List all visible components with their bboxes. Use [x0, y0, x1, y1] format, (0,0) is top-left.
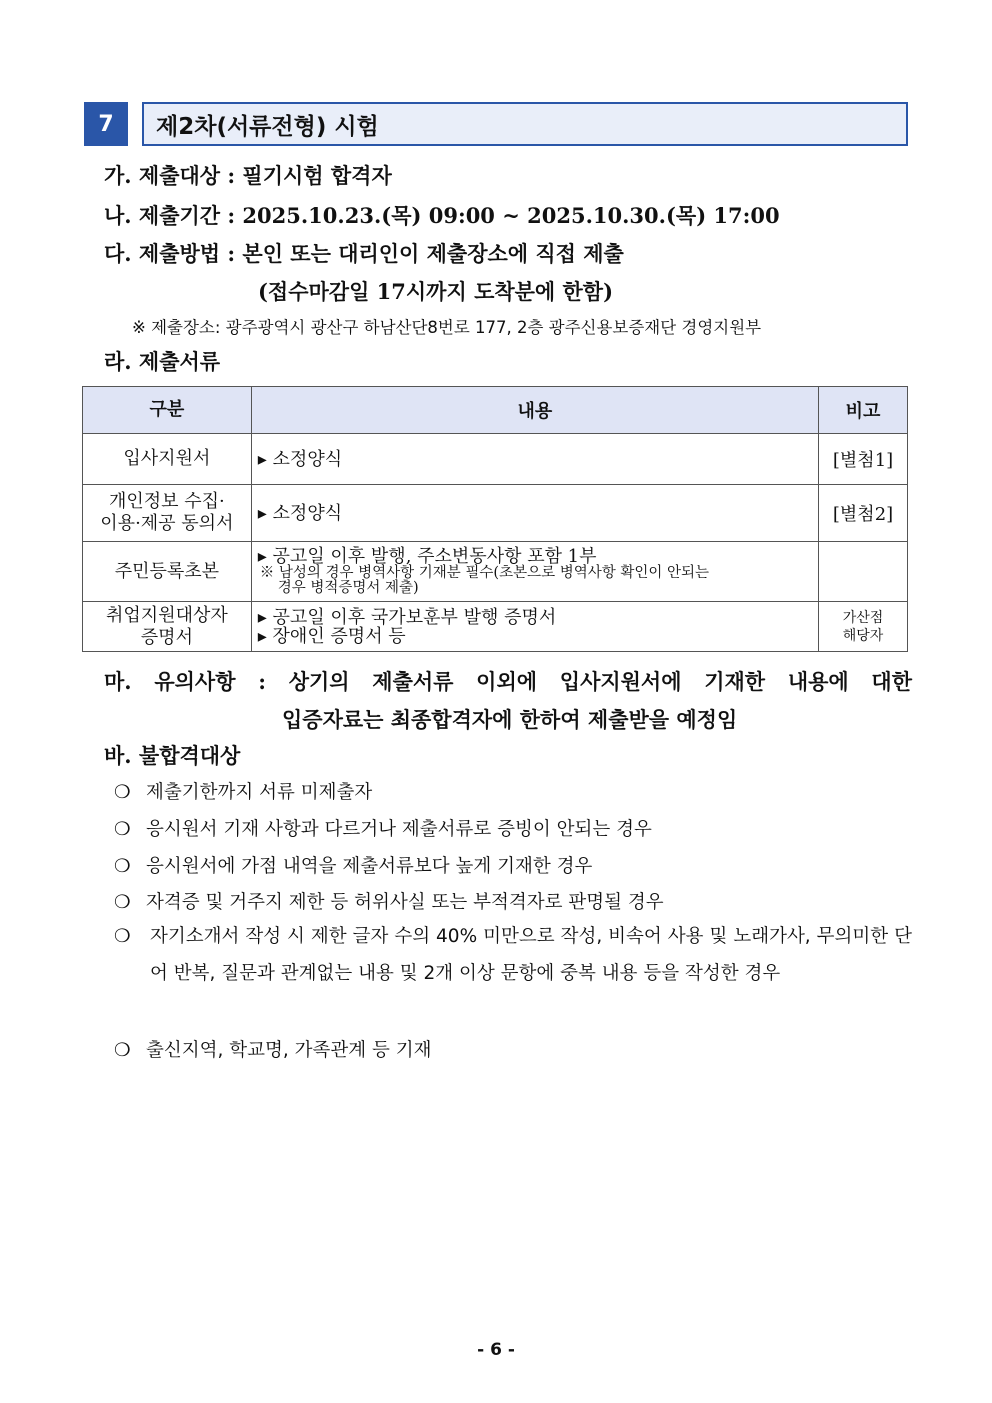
page-number: - 6 -: [477, 1340, 515, 1360]
header-content: 내용: [251, 387, 818, 434]
table-row: [83, 485, 908, 542]
item-submission-method: 다. 제출방법 : 본인 또는 대리인이 제출장소에 직접 제출: [104, 241, 624, 266]
list-item-text: 자격증 및 거주지 제한 등 허위사실 또는 부적격자로 판명될 경우: [146, 892, 664, 913]
list-item: [114, 918, 912, 992]
category-line: 증명서: [140, 626, 193, 648]
list-item: [114, 815, 652, 841]
row-category: 입사지원서: [83, 434, 252, 485]
category-line: 취업지원대상자: [106, 604, 228, 626]
header-category: 구분: [83, 387, 252, 434]
item-cautions: 마. 유의사항 : 상기의 제출서류 이외에 입사지원서에 기재한 내용에 대한: [104, 669, 912, 694]
content-subnote: ※ 남성의 경우 병역사항 기재분 필수(초본으로 병역사항 확인이 안되는: [259, 565, 710, 581]
row-content: [251, 542, 818, 602]
list-item: [114, 852, 592, 878]
content-line: ▸ 공고일 이후 발행, 주소변동사항 포함 1부: [257, 546, 597, 567]
item-submission-target: 가. 제출대상 : 필기시험 합격자: [104, 163, 392, 188]
submission-location-note: ※ 제출장소: 광주광역시 광산구 하남산단8번로 177, 2층 광주신용보증재단 경영지원부: [132, 318, 762, 337]
circle-bullet-icon: ❍: [114, 782, 131, 803]
row-category: [83, 485, 252, 542]
row-remark: [819, 542, 908, 602]
table-header-row: [83, 387, 908, 434]
remark-line: 해당자: [842, 627, 884, 644]
section-number: 7: [84, 102, 128, 146]
list-item: [114, 1036, 431, 1062]
circle-bullet-icon: ❍: [114, 1040, 131, 1061]
documents-table: [82, 386, 908, 652]
category-line: 개인정보 수집·: [109, 491, 225, 512]
circle-bullet-icon: ❍: [114, 892, 131, 913]
category-line: 이용·제공 동의서: [100, 513, 234, 534]
row-remark: [819, 602, 908, 652]
table-row: [83, 434, 908, 485]
list-item: [114, 888, 664, 914]
list-item-text: 출신지역, 학교명, 가족관계 등 기재: [146, 1040, 432, 1061]
item-cautions-sub: 입증자료는 최종합격자에 한하여 제출받을 예정임: [282, 707, 738, 732]
table-row: [83, 542, 908, 602]
list-item-text: 제출기한까지 서류 미제출자: [146, 782, 373, 803]
circle-bullet-icon: ❍: [114, 926, 131, 947]
content-line: ▸ 소정양식: [257, 448, 343, 470]
item-disqualification: 바. 불합격대상: [104, 743, 241, 768]
section-header: [84, 102, 908, 146]
row-remark: [별첨1]: [819, 434, 908, 485]
row-category: 주민등록초본: [83, 542, 252, 602]
item-submission-period: 나. 제출기간 : 2025.10.23.(목) 09:00 ~ 2025.10.30.(목) 17:00: [104, 203, 780, 228]
content-subnote: 경우 병적증명서 제출): [277, 580, 419, 596]
row-content: [251, 485, 818, 542]
list-item-text: 자기소개서 작성 시 제한 글자 수의 40% 미만으로 작성, 비속어 사용 및 노래가사, 무의미한 단어 반복, 질문과 관계없는 내용 및 2개 이상 문항에 중복 내용 등을 작성한 경우: [150, 926, 912, 984]
list-item-text: 응시원서 기재 사항과 다르거나 제출서류로 증빙이 안되는 경우: [146, 819, 652, 840]
content-line: ▸ 소정양식: [257, 502, 343, 524]
item-documents: 라. 제출서류: [104, 349, 221, 374]
row-category: [83, 602, 252, 652]
circle-bullet-icon: ❍: [114, 856, 131, 877]
section-title: 제2차(서류전형) 시험: [142, 102, 908, 146]
list-item-text: 응시원서에 가점 내역을 제출서류보다 높게 기재한 경우: [146, 856, 593, 877]
row-content: [251, 602, 818, 652]
row-content: [251, 434, 818, 485]
item-submission-method-sub: (접수마감일 17시까지 도착분에 한함): [258, 279, 614, 304]
circle-bullet-icon: ❍: [114, 819, 131, 840]
header-remark: 비고: [819, 387, 908, 434]
table-row: [83, 602, 908, 652]
list-item: [114, 778, 372, 804]
content-line: ▸ 장애인 증명서 등: [257, 625, 406, 647]
content-line: ▸ 공고일 이후 국가보훈부 발행 증명서: [257, 606, 557, 628]
row-remark: [별첨2]: [819, 485, 908, 542]
remark-line: 가산점: [842, 609, 884, 626]
